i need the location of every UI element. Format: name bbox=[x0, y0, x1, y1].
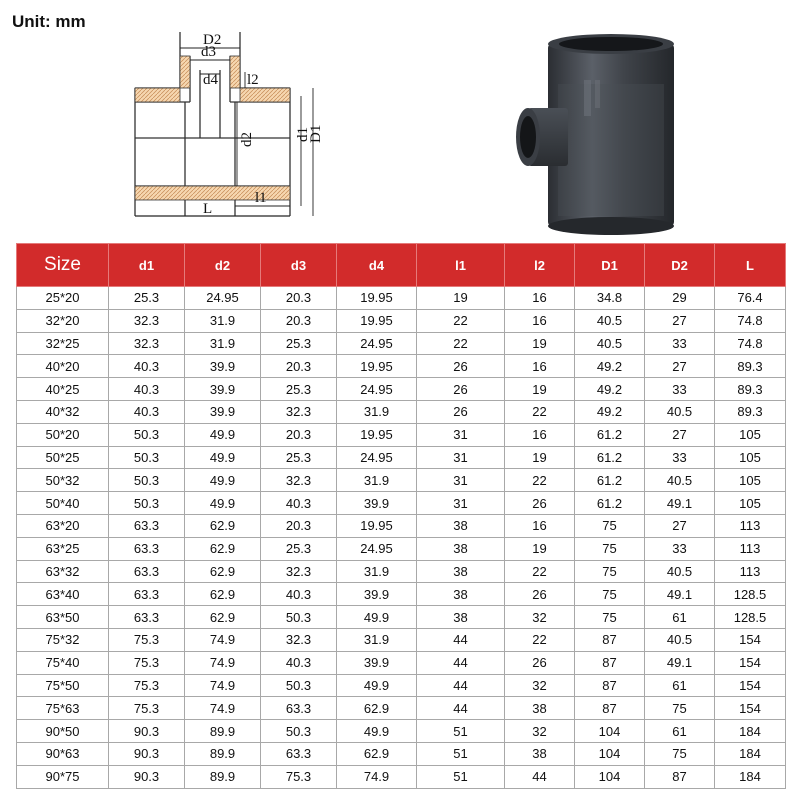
value-cell: 26 bbox=[417, 355, 505, 378]
table-row bbox=[17, 560, 786, 583]
value-cell: 20.3 bbox=[261, 355, 337, 378]
size-cell: 32*20 bbox=[17, 309, 109, 332]
value-cell: 90.3 bbox=[109, 765, 185, 788]
value-cell: 154 bbox=[715, 674, 786, 697]
value-cell: 75.3 bbox=[109, 674, 185, 697]
size-cell: 75*63 bbox=[17, 697, 109, 720]
value-cell: 22 bbox=[417, 332, 505, 355]
size-cell: 90*75 bbox=[17, 765, 109, 788]
value-cell: 49.9 bbox=[337, 720, 417, 743]
value-cell: 128.5 bbox=[715, 606, 786, 629]
value-cell: 89.3 bbox=[715, 400, 786, 423]
value-cell: 184 bbox=[715, 765, 786, 788]
value-cell: 19 bbox=[505, 378, 575, 401]
value-cell: 49.1 bbox=[645, 651, 715, 674]
value-cell: 38 bbox=[417, 514, 505, 537]
value-cell: 24.95 bbox=[185, 287, 261, 310]
size-cell: 32*25 bbox=[17, 332, 109, 355]
table-row bbox=[17, 606, 786, 629]
value-cell: 31.9 bbox=[337, 469, 417, 492]
value-cell: 40.5 bbox=[575, 309, 645, 332]
value-cell: 75 bbox=[575, 514, 645, 537]
value-cell: 31.9 bbox=[337, 400, 417, 423]
value-cell: 89.9 bbox=[185, 720, 261, 743]
size-cell: 40*20 bbox=[17, 355, 109, 378]
value-cell: 154 bbox=[715, 628, 786, 651]
value-cell: 87 bbox=[575, 674, 645, 697]
table-row bbox=[17, 765, 786, 788]
value-cell: 40.5 bbox=[645, 560, 715, 583]
size-cell: 50*32 bbox=[17, 469, 109, 492]
value-cell: 19.95 bbox=[337, 355, 417, 378]
value-cell: 74.8 bbox=[715, 332, 786, 355]
value-cell: 49.9 bbox=[185, 446, 261, 469]
value-cell: 61 bbox=[645, 720, 715, 743]
value-cell: 22 bbox=[505, 400, 575, 423]
column-header-d1: d1 bbox=[109, 244, 185, 287]
value-cell: 16 bbox=[505, 355, 575, 378]
value-cell: 44 bbox=[505, 765, 575, 788]
table-row bbox=[17, 423, 786, 446]
value-cell: 22 bbox=[505, 560, 575, 583]
value-cell: 113 bbox=[715, 514, 786, 537]
value-cell: 19.95 bbox=[337, 423, 417, 446]
value-cell: 25.3 bbox=[261, 537, 337, 560]
dimensions-table bbox=[16, 243, 786, 789]
table-row bbox=[17, 583, 786, 606]
value-cell: 25.3 bbox=[261, 446, 337, 469]
table-body bbox=[17, 287, 786, 789]
value-cell: 31.9 bbox=[185, 309, 261, 332]
value-cell: 62.9 bbox=[185, 537, 261, 560]
size-cell: 63*50 bbox=[17, 606, 109, 629]
value-cell: 32.3 bbox=[261, 469, 337, 492]
value-cell: 20.3 bbox=[261, 514, 337, 537]
value-cell: 75 bbox=[575, 606, 645, 629]
value-cell: 40.3 bbox=[109, 378, 185, 401]
size-cell: 75*32 bbox=[17, 628, 109, 651]
value-cell: 29 bbox=[645, 287, 715, 310]
size-cell: 63*20 bbox=[17, 514, 109, 537]
value-cell: 49.9 bbox=[337, 606, 417, 629]
value-cell: 50.3 bbox=[109, 446, 185, 469]
size-cell: 40*25 bbox=[17, 378, 109, 401]
size-cell: 63*32 bbox=[17, 560, 109, 583]
value-cell: 63.3 bbox=[261, 697, 337, 720]
value-cell: 104 bbox=[575, 720, 645, 743]
value-cell: 49.9 bbox=[185, 469, 261, 492]
value-cell: 19 bbox=[417, 287, 505, 310]
table-row bbox=[17, 309, 786, 332]
table-row bbox=[17, 514, 786, 537]
value-cell: 50.3 bbox=[261, 674, 337, 697]
value-cell: 24.95 bbox=[337, 446, 417, 469]
value-cell: 89.3 bbox=[715, 355, 786, 378]
table-row bbox=[17, 674, 786, 697]
value-cell: 27 bbox=[645, 355, 715, 378]
value-cell: 61.2 bbox=[575, 423, 645, 446]
value-cell: 74.9 bbox=[185, 628, 261, 651]
column-header-d2: d2 bbox=[185, 244, 261, 287]
value-cell: 26 bbox=[417, 378, 505, 401]
column-header-l: L bbox=[715, 244, 786, 287]
size-cell: 63*25 bbox=[17, 537, 109, 560]
value-cell: 49.9 bbox=[337, 674, 417, 697]
value-cell: 31 bbox=[417, 469, 505, 492]
value-cell: 39.9 bbox=[337, 583, 417, 606]
table-row bbox=[17, 537, 786, 560]
value-cell: 32.3 bbox=[261, 560, 337, 583]
value-cell: 38 bbox=[505, 742, 575, 765]
value-cell: 76.4 bbox=[715, 287, 786, 310]
value-cell: 50.3 bbox=[109, 469, 185, 492]
value-cell: 20.3 bbox=[261, 287, 337, 310]
value-cell: 62.9 bbox=[337, 697, 417, 720]
value-cell: 51 bbox=[417, 742, 505, 765]
value-cell: 40.3 bbox=[109, 355, 185, 378]
value-cell: 105 bbox=[715, 423, 786, 446]
value-cell: 74.8 bbox=[715, 309, 786, 332]
column-header-l1: l1 bbox=[417, 244, 505, 287]
value-cell: 16 bbox=[505, 423, 575, 446]
size-cell: 50*40 bbox=[17, 492, 109, 515]
value-cell: 89.3 bbox=[715, 378, 786, 401]
value-cell: 105 bbox=[715, 469, 786, 492]
value-cell: 40.3 bbox=[109, 400, 185, 423]
value-cell: 89.9 bbox=[185, 765, 261, 788]
value-cell: 39.9 bbox=[185, 355, 261, 378]
value-cell: 25.3 bbox=[261, 378, 337, 401]
table-row bbox=[17, 720, 786, 743]
value-cell: 40.5 bbox=[645, 400, 715, 423]
value-cell: 34.8 bbox=[575, 287, 645, 310]
value-cell: 49.2 bbox=[575, 378, 645, 401]
value-cell: 87 bbox=[575, 651, 645, 674]
table-row bbox=[17, 742, 786, 765]
value-cell: 33 bbox=[645, 378, 715, 401]
value-cell: 24.95 bbox=[337, 332, 417, 355]
value-cell: 51 bbox=[417, 720, 505, 743]
dim-d4-label: d4 bbox=[203, 72, 218, 88]
table-row bbox=[17, 628, 786, 651]
value-cell: 113 bbox=[715, 560, 786, 583]
value-cell: 49.2 bbox=[575, 355, 645, 378]
value-cell: 32.3 bbox=[109, 332, 185, 355]
value-cell: 40.5 bbox=[645, 469, 715, 492]
value-cell: 31 bbox=[417, 423, 505, 446]
table-row bbox=[17, 400, 786, 423]
value-cell: 75 bbox=[645, 697, 715, 720]
value-cell: 39.9 bbox=[185, 378, 261, 401]
value-cell: 75.3 bbox=[261, 765, 337, 788]
value-cell: 20.3 bbox=[261, 309, 337, 332]
value-cell: 33 bbox=[645, 537, 715, 560]
value-cell: 32 bbox=[505, 606, 575, 629]
column-header-d4: d4 bbox=[337, 244, 417, 287]
value-cell: 62.9 bbox=[185, 560, 261, 583]
value-cell: 75 bbox=[645, 742, 715, 765]
value-cell: 113 bbox=[715, 537, 786, 560]
value-cell: 32 bbox=[505, 720, 575, 743]
table-row bbox=[17, 446, 786, 469]
dim-l2-label: l2 bbox=[247, 72, 259, 88]
value-cell: 63.3 bbox=[109, 583, 185, 606]
value-cell: 27 bbox=[645, 423, 715, 446]
value-cell: 154 bbox=[715, 697, 786, 720]
value-cell: 104 bbox=[575, 742, 645, 765]
value-cell: 16 bbox=[505, 514, 575, 537]
table-row bbox=[17, 378, 786, 401]
value-cell: 39.9 bbox=[337, 651, 417, 674]
technical-drawing bbox=[125, 30, 355, 218]
unit-label: Unit: mm bbox=[12, 12, 86, 31]
value-cell: 38 bbox=[417, 537, 505, 560]
value-cell: 62.9 bbox=[337, 742, 417, 765]
value-cell: 74.9 bbox=[185, 651, 261, 674]
value-cell: 49.9 bbox=[185, 492, 261, 515]
column-header-size: Size bbox=[17, 244, 109, 287]
value-cell: 32.3 bbox=[261, 400, 337, 423]
value-cell: 49.1 bbox=[645, 492, 715, 515]
value-cell: 61.2 bbox=[575, 492, 645, 515]
value-cell: 90.3 bbox=[109, 720, 185, 743]
value-cell: 184 bbox=[715, 720, 786, 743]
value-cell: 26 bbox=[505, 651, 575, 674]
value-cell: 90.3 bbox=[109, 742, 185, 765]
value-cell: 20.3 bbox=[261, 423, 337, 446]
value-cell: 63.3 bbox=[261, 742, 337, 765]
value-cell: 31.9 bbox=[337, 560, 417, 583]
value-cell: 39.9 bbox=[185, 400, 261, 423]
size-cell: 90*63 bbox=[17, 742, 109, 765]
value-cell: 44 bbox=[417, 651, 505, 674]
value-cell: 32.3 bbox=[109, 309, 185, 332]
value-cell: 63.3 bbox=[109, 514, 185, 537]
value-cell: 87 bbox=[645, 765, 715, 788]
value-cell: 105 bbox=[715, 446, 786, 469]
reducing-tee-section-diagram bbox=[125, 30, 355, 218]
column-header-d3: d3 bbox=[261, 244, 337, 287]
value-cell: 63.3 bbox=[109, 606, 185, 629]
value-cell: 128.5 bbox=[715, 583, 786, 606]
value-cell: 22 bbox=[417, 309, 505, 332]
pvc-tee-image bbox=[500, 22, 730, 237]
value-cell: 22 bbox=[505, 469, 575, 492]
value-cell: 62.9 bbox=[185, 583, 261, 606]
value-cell: 50.3 bbox=[261, 720, 337, 743]
value-cell: 31.9 bbox=[337, 628, 417, 651]
value-cell: 105 bbox=[715, 492, 786, 515]
table-row bbox=[17, 697, 786, 720]
value-cell: 63.3 bbox=[109, 560, 185, 583]
value-cell: 26 bbox=[417, 400, 505, 423]
value-cell: 32.3 bbox=[261, 628, 337, 651]
value-cell: 33 bbox=[645, 332, 715, 355]
value-cell: 19.95 bbox=[337, 514, 417, 537]
dim-L-label: L bbox=[203, 201, 213, 217]
dim-d2-label: d2 bbox=[239, 132, 255, 147]
size-cell: 63*40 bbox=[17, 583, 109, 606]
value-cell: 49.2 bbox=[575, 400, 645, 423]
value-cell: 27 bbox=[645, 514, 715, 537]
value-cell: 75.3 bbox=[109, 628, 185, 651]
value-cell: 61.2 bbox=[575, 446, 645, 469]
value-cell: 44 bbox=[417, 628, 505, 651]
size-cell: 50*25 bbox=[17, 446, 109, 469]
value-cell: 24.95 bbox=[337, 378, 417, 401]
value-cell: 75 bbox=[575, 537, 645, 560]
value-cell: 63.3 bbox=[109, 537, 185, 560]
dim-d1-label: d1 bbox=[295, 127, 311, 142]
value-cell: 19 bbox=[505, 332, 575, 355]
value-cell: 74.9 bbox=[185, 674, 261, 697]
dim-D2-label: D2 bbox=[203, 32, 222, 48]
value-cell: 61.2 bbox=[575, 469, 645, 492]
value-cell: 75.3 bbox=[109, 697, 185, 720]
value-cell: 25.3 bbox=[109, 287, 185, 310]
table-row bbox=[17, 469, 786, 492]
value-cell: 87 bbox=[575, 697, 645, 720]
value-cell: 75 bbox=[575, 583, 645, 606]
value-cell: 40.5 bbox=[645, 628, 715, 651]
value-cell: 25.3 bbox=[261, 332, 337, 355]
value-cell: 50.3 bbox=[109, 492, 185, 515]
dim-d3-label: d3 bbox=[201, 44, 216, 60]
dimensions-table-container bbox=[16, 243, 785, 789]
value-cell: 40.3 bbox=[261, 492, 337, 515]
table-header-row bbox=[17, 244, 786, 287]
value-cell: 89.9 bbox=[185, 742, 261, 765]
table-row bbox=[17, 287, 786, 310]
size-cell: 25*20 bbox=[17, 287, 109, 310]
size-cell: 75*50 bbox=[17, 674, 109, 697]
value-cell: 31 bbox=[417, 446, 505, 469]
value-cell: 26 bbox=[505, 492, 575, 515]
value-cell: 16 bbox=[505, 309, 575, 332]
value-cell: 27 bbox=[645, 309, 715, 332]
value-cell: 44 bbox=[417, 674, 505, 697]
table-row bbox=[17, 332, 786, 355]
value-cell: 184 bbox=[715, 742, 786, 765]
value-cell: 87 bbox=[575, 628, 645, 651]
value-cell: 50.3 bbox=[109, 423, 185, 446]
value-cell: 49.9 bbox=[185, 423, 261, 446]
value-cell: 62.9 bbox=[185, 606, 261, 629]
column-header-l2: l2 bbox=[505, 244, 575, 287]
value-cell: 62.9 bbox=[185, 514, 261, 537]
value-cell: 40.5 bbox=[575, 332, 645, 355]
value-cell: 154 bbox=[715, 651, 786, 674]
value-cell: 26 bbox=[505, 583, 575, 606]
size-cell: 40*32 bbox=[17, 400, 109, 423]
value-cell: 38 bbox=[417, 606, 505, 629]
value-cell: 16 bbox=[505, 287, 575, 310]
value-cell: 38 bbox=[505, 697, 575, 720]
value-cell: 31 bbox=[417, 492, 505, 515]
value-cell: 33 bbox=[645, 446, 715, 469]
value-cell: 22 bbox=[505, 628, 575, 651]
value-cell: 40.3 bbox=[261, 651, 337, 674]
value-cell: 40.3 bbox=[261, 583, 337, 606]
value-cell: 104 bbox=[575, 765, 645, 788]
value-cell: 38 bbox=[417, 560, 505, 583]
value-cell: 19.95 bbox=[337, 309, 417, 332]
table-row bbox=[17, 492, 786, 515]
value-cell: 61 bbox=[645, 606, 715, 629]
product-photo bbox=[500, 22, 730, 237]
value-cell: 74.9 bbox=[185, 697, 261, 720]
value-cell: 51 bbox=[417, 765, 505, 788]
dim-D1-label: D1 bbox=[308, 124, 324, 143]
value-cell: 44 bbox=[417, 697, 505, 720]
value-cell: 38 bbox=[417, 583, 505, 606]
value-cell: 61 bbox=[645, 674, 715, 697]
size-cell: 50*20 bbox=[17, 423, 109, 446]
value-cell: 75.3 bbox=[109, 651, 185, 674]
value-cell: 75 bbox=[575, 560, 645, 583]
value-cell: 19 bbox=[505, 537, 575, 560]
column-header-d1: D1 bbox=[575, 244, 645, 287]
dim-l1-label: l1 bbox=[255, 190, 267, 206]
value-cell: 19 bbox=[505, 446, 575, 469]
size-cell: 90*50 bbox=[17, 720, 109, 743]
value-cell: 24.95 bbox=[337, 537, 417, 560]
value-cell: 19.95 bbox=[337, 287, 417, 310]
value-cell: 32 bbox=[505, 674, 575, 697]
size-cell: 75*40 bbox=[17, 651, 109, 674]
column-header-d2: D2 bbox=[645, 244, 715, 287]
value-cell: 74.9 bbox=[337, 765, 417, 788]
value-cell: 50.3 bbox=[261, 606, 337, 629]
table-row bbox=[17, 355, 786, 378]
value-cell: 49.1 bbox=[645, 583, 715, 606]
value-cell: 31.9 bbox=[185, 332, 261, 355]
table-row bbox=[17, 651, 786, 674]
value-cell: 39.9 bbox=[337, 492, 417, 515]
